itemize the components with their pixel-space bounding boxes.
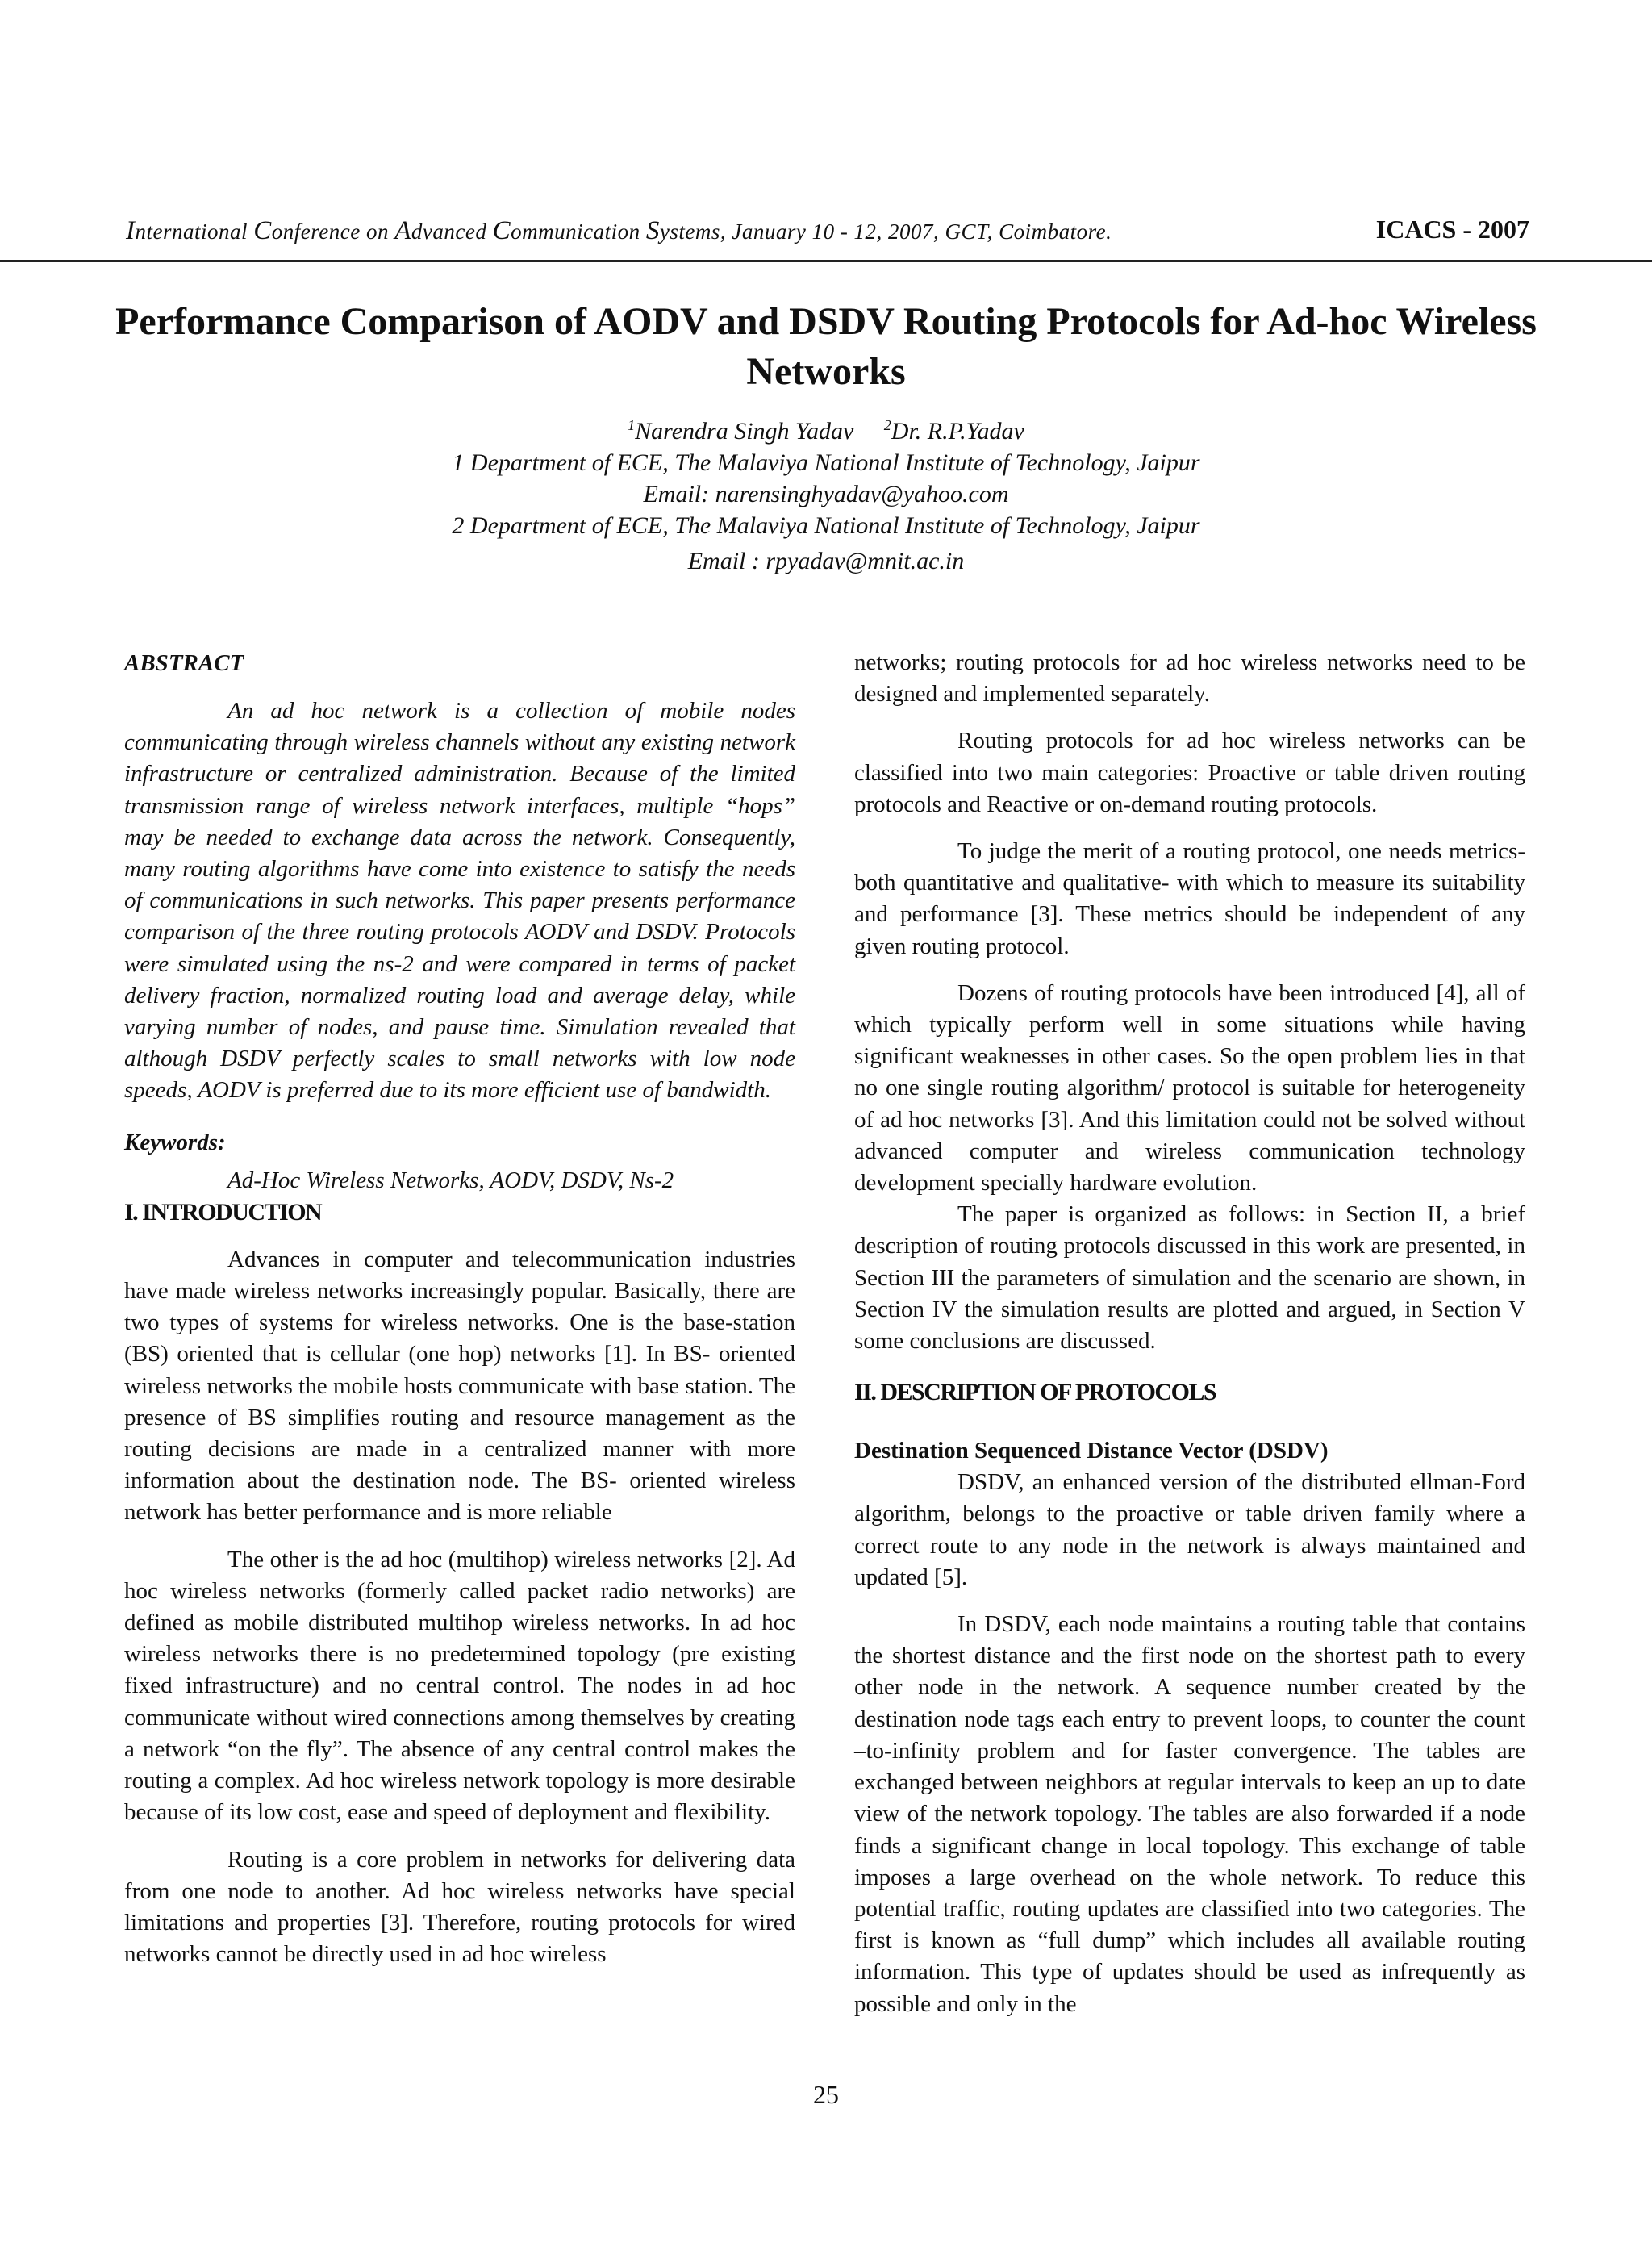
paragraph: To judge the merit of a routing protocol, one needs metrics- both quantitative and qualitative- with which to measure its suitability and performance [3]. These metrics should be independent of any given routing protocol. (854, 838, 1525, 959)
section-heading-introduction: I. INTRODUCTION (124, 1198, 322, 1226)
paper-title: Performance Comparison of AODV and DSDV Routing Protocols for Ad-hoc Wireless Networks (115, 300, 1537, 393)
subsection-heading-dsdv: Destination Sequenced Distance Vector (DSDV) (854, 1438, 1329, 1464)
email-2: Email : rpyadav@mnit.ac.in (687, 548, 965, 574)
section-heading-protocols: II. DESCRIPTION OF PROTOCOLS (854, 1379, 1216, 1406)
paragraph: Dozens of routing protocols have been introduced [4], all of which typically perform well in some situations while having significant weaknesses in other cases. So the open problem lies in that no one single routing algorithm/ protocol is suitable for heterogeneity of ad hoc networks [3]. And this limitation could not be solved without advanced computer and wireless communication technology development specially hardware evolution. (854, 979, 1525, 1196)
author-names: $^1$Narendra Singh Yadav $^2$Dr. R.P.Yadav (628, 417, 1024, 445)
paragraph: The paper is organized as follows: in Section II, a brief description of routing protocols discussed in this work are presented, in Section III the parameters of simulation and the scenario are shown, in Section IV the simulation results are plotted and argued, in Section V some conclusions are discussed. (854, 1201, 1525, 1355)
page-number: 25 (813, 2080, 839, 2109)
right-column (854, 647, 1525, 2020)
paragraph: DSDV, an enhanced version of the distributed ellman-Ford algorithm, belongs to the proactive or table driven family where a correct route to any node in the network is always maintained and updated [5]. (854, 1469, 1525, 1590)
running-head-part: Communication (492, 216, 646, 245)
paragraph: In DSDV, each node maintains a routing table that contains the shortest distance and the first node on the shortest path to every other node in the network. A sequence number created by the destination node tags each entry to prevent loops, to counter the count –to-infinity problem and for faster convergence. The tables are exchanged between neighbors at regular intervals to keep an up to date view of the network topology. The tables are also forwarded if a node finds a significant change in local topology. This exchange of table imposes a large overhead on the whole network. To reduce this potential traffic, routing updates are classified into two categories. The first is known as “full dump” which includes all available routing information. This type of updates should be used as infrequently as possible and only in the (854, 1611, 1525, 2017)
header-rule (0, 260, 1652, 262)
running-head-part: International (126, 216, 254, 245)
running-head-part: Advanced (394, 216, 493, 245)
keywords-heading: Keywords: (124, 1129, 226, 1155)
abstract-text: An ad hoc network is a collection of mobile nodes communicating through wireless channels without any existing network infrastructure or centralized administration. Because of the limited transmission range of wireless network interfaces, multiple “hops” may be needed to exchange data across the network. Consequently, many routing algorithms have come into existence to satisfy the needs of communications in such networks. This paper presents performance comparison of the three routing protocols AODV and DSDV. Protocols were simulated using the ns-2 and were compared in terms of packet delivery fraction, normalized routing load and average delay, while varying number of nodes, and pause time. Simulation revealed that although DSDV perfectly scales to small networks with low node speeds, AODV is preferred due to its more efficient use of bandwidth. (124, 698, 795, 1104)
keywords-text: Ad-Hoc Wireless Networks, AODV, DSDV, Ns-2 (227, 1167, 674, 1193)
running-head (126, 216, 1529, 246)
paragraph: networks; routing protocols for ad hoc wireless networks need to be designed and implemented separately. (854, 649, 1525, 708)
running-head-part: Conference on (253, 216, 395, 245)
paragraph: Routing protocols for ad hoc wireless networks can be classified into two main categories: Proactive or table driven routing protocols and Reactive or on-demand routing protocols. (854, 728, 1525, 817)
running-head-part: Systems, January 10 - 12, 2007, GCT, Coimbatore. (645, 216, 1112, 245)
affiliation-2: 2 Department of ECE, The Malaviya National Institute of Technology, Jaipur (452, 512, 1200, 539)
affiliation-1: 1 Department of ECE, The Malaviya National Institute of Technology, Jaipur (452, 449, 1200, 476)
paragraph: The other is the ad hoc (multihop) wireless networks [2]. Ad hoc wireless networks (formerly called packet radio networks) are defined as mobile distributed multihop wireless networks. In ad hoc wireless networks there is no predetermined topology (pre existing fixed infrastructure) and no central control. The nodes in ad hoc communicate without wired connections among themselves by creating a network “on the fly”. The absence of any central control makes the routing a complex. Ad hoc wireless network topology is more desirable because of its low cost, ease and speed of deployment and flexibility. (124, 1546, 795, 1826)
author-2: Dr. R.P.Yadav (891, 418, 1024, 445)
paragraph: Advances in computer and telecommunication industries have made wireless networks increasingly popular. Basically, there are two types of systems for wireless networks. One is the base-station (BS) oriented that is cellular (one hop) networks [1]. In BS- oriented wireless networks the mobile hosts communicate with base station. The presence of BS simplifies routing and resource management as the routing decisions are made in a centralized manner with more information about the destination node. The BS- oriented wireless network has better performance and is more reliable (124, 1246, 795, 1526)
author-1: Narendra Singh Yadav (635, 418, 854, 445)
author-block (242, 410, 1410, 577)
paragraph: Routing is a core problem in networks for delivering data from one node to another. Ad hoc wireless networks have special limitations and properties [3]. Therefore, routing protocols for wired networks cannot be directly used in ad hoc wireless (124, 1846, 795, 1968)
abstract-heading: ABSTRACT (124, 650, 244, 676)
left-column (124, 647, 795, 1970)
email-1: Email: narensinghyadav@yahoo.com (643, 481, 1009, 507)
conference-tag: ICACS - 2007 (1375, 215, 1529, 244)
